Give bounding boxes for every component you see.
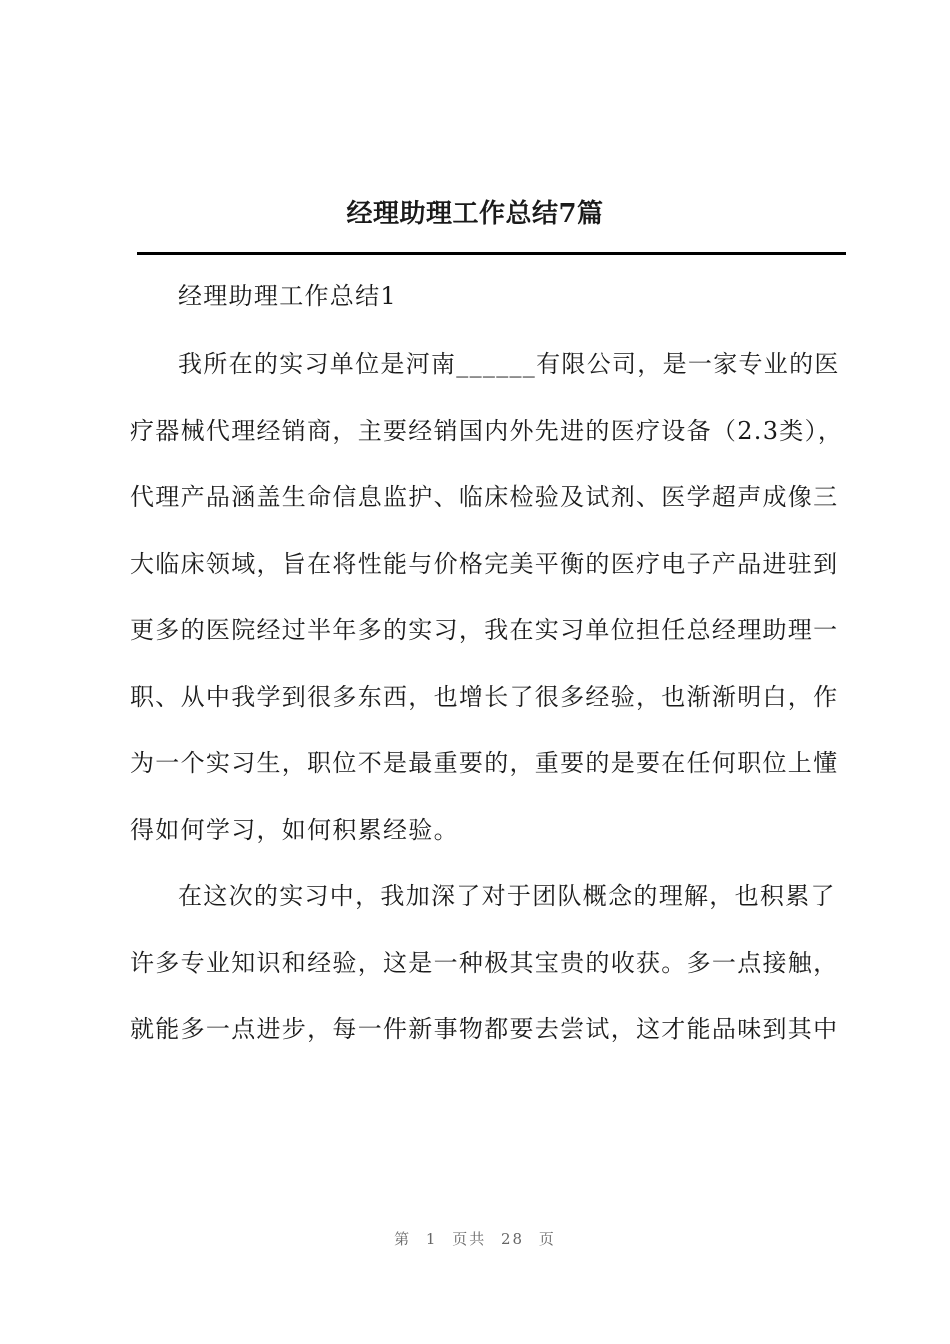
- page-footer: 第 1 页共 28 页: [394, 1230, 556, 1248]
- paragraph-1: [130, 346, 846, 849]
- paragraph-line: 大临床领域，旨在将性能与价格完美平衡的医疗电子产品进驻到: [130, 549, 839, 578]
- paragraph-line: 就能多一点进步，每一件新事物都要去尝试，这才能品味到其中: [130, 1015, 839, 1043]
- document-body: [130, 274, 846, 1078]
- section-heading: 经理助理工作总结1: [178, 282, 397, 310]
- paragraph-2: [130, 878, 846, 1048]
- title-divider: [137, 252, 846, 255]
- document-title: 经理助理工作总结7篇: [346, 199, 604, 229]
- paragraph-line: 在这次的实习中，我加深了对于团队概念的理解，也积累了: [178, 882, 836, 910]
- paragraph-line: 疗器械代理经销商，主要经销国内外先进的医疗设备（2.3类），: [130, 416, 844, 445]
- paragraph-line: 许多专业知识和经验，这是一种极其宝贵的收获。多一点接触，: [130, 948, 839, 977]
- paragraph-line: 代理产品涵盖生命信息监护、临床检验及试剂、医学超声成像三: [130, 483, 839, 511]
- paragraph-line: 为一个实习生，职位不是最重要的，重要的是要在任何职位上懂: [130, 749, 839, 777]
- paragraph-line: 职、从中我学到很多东西，也增长了很多经验，也渐渐明白，作: [130, 682, 839, 711]
- paragraph-line: 得如何学习，如何积累经验。: [130, 815, 459, 844]
- paragraph-line: 更多的医院经过半年多的实习，我在实习单位担任总经理助理一: [130, 616, 839, 644]
- paragraph-line: 我所在的实习单位是河南______有限公司，是一家专业的医: [178, 350, 840, 378]
